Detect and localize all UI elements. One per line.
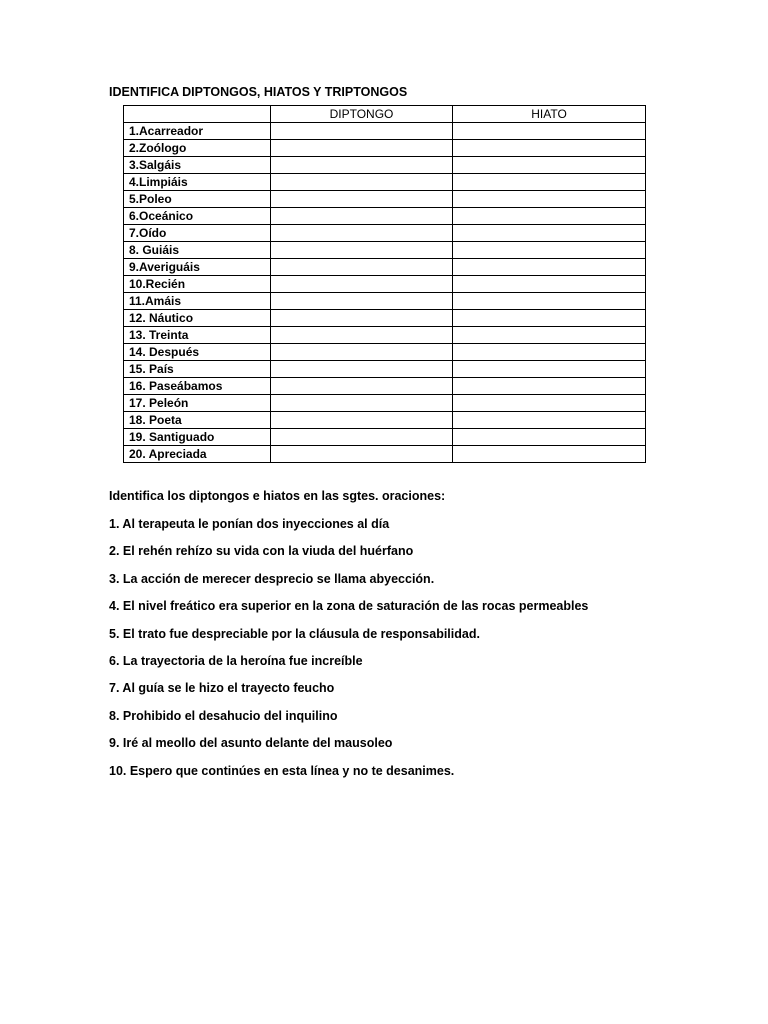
word-cell: 11.Amáis [124,293,271,310]
word-cell: 14. Después [124,344,271,361]
table-row [124,412,646,429]
table-row [124,378,646,395]
diptongo-cell[interactable] [271,174,453,191]
diptongo-cell[interactable] [271,310,453,327]
hiato-cell[interactable] [453,395,646,412]
diptongo-cell[interactable] [271,157,453,174]
diptongo-cell[interactable] [271,395,453,412]
hiato-cell[interactable] [453,276,646,293]
sentence-item: 6. La trayectoria de la heroína fue increíble [109,653,363,668]
word-cell: 4.Limpiáis [124,174,271,191]
hiato-cell[interactable] [453,174,646,191]
sentence-item: 4. El nivel freático era superior en la zona de saturación de las rocas permeables [109,599,589,614]
hiato-cell[interactable] [453,344,646,361]
sentence-item: 5. El trato fue despreciable por la cláusula de responsabilidad. [109,626,480,641]
diptongo-cell[interactable] [271,378,453,395]
word-cell: 17. Peleón [124,395,271,412]
table-row [124,429,646,446]
table-row [124,242,646,259]
hiato-cell[interactable] [453,259,646,276]
word-cell: 5.Poleo [124,191,271,208]
word-cell: 8. Guiáis [124,242,271,259]
hiato-cell[interactable] [453,310,646,327]
hiato-cell[interactable] [453,208,646,225]
table-row [124,395,646,412]
sentence-list [109,516,588,790]
hiato-cell[interactable] [453,429,646,446]
hiato-cell[interactable] [453,191,646,208]
hiato-cell[interactable] [453,361,646,378]
word-cell: 6.Oceánico [124,208,271,225]
hiato-cell[interactable] [453,293,646,310]
word-cell: 13. Treinta [124,327,271,344]
diptongo-cell[interactable] [271,140,453,157]
sentence-item: 2. El rehén rehízo su vida con la viuda del huérfano [109,544,414,559]
table-row [124,259,646,276]
hiato-cell[interactable] [453,327,646,344]
diptongo-cell[interactable] [271,242,453,259]
table-row [124,140,646,157]
table-row [124,225,646,242]
table-row [124,344,646,361]
header-word [124,106,271,123]
table-row [124,310,646,327]
sentence-item: 8. Prohibido el desahucio del inquilino [109,708,338,723]
diptongo-cell[interactable] [271,344,453,361]
table-row [124,446,646,463]
hiato-cell[interactable] [453,157,646,174]
diptongo-cell[interactable] [271,276,453,293]
table-row [124,361,646,378]
diptongo-cell[interactable] [271,412,453,429]
section-heading: Identifica los diptongos e hiatos en las sgtes. oraciones: [109,489,446,503]
diptongo-cell[interactable] [271,446,453,463]
diptongo-cell[interactable] [271,429,453,446]
word-cell: 7.Oído [124,225,271,242]
word-cell: 9.Averiguáis [124,259,271,276]
diptongo-cell[interactable] [271,293,453,310]
sentence-item: 7. Al guía se le hizo el trayecto feucho [109,681,335,696]
word-cell: 18. Poeta [124,412,271,429]
sentence-item: 9. Iré al meollo del asunto delante del mausoleo [109,736,393,751]
table-row [124,157,646,174]
diptongo-cell[interactable] [271,191,453,208]
table-row [124,327,646,344]
table-row [124,191,646,208]
table-row [124,208,646,225]
hiato-cell[interactable] [453,412,646,429]
sentence-item: 10. Espero que continúes en esta línea y no te desanimes. [109,763,455,778]
word-cell: 12. Náutico [124,310,271,327]
word-cell: 1.Acarreador [124,123,271,140]
hiato-cell[interactable] [453,140,646,157]
hiato-cell[interactable] [453,242,646,259]
table-row [124,123,646,140]
sentence-item: 3. La acción de merecer desprecio se llama abyección. [109,571,435,586]
diptongo-cell[interactable] [271,225,453,242]
word-cell: 19. Santiguado [124,429,271,446]
diptongo-cell[interactable] [271,259,453,276]
hiato-cell[interactable] [453,225,646,242]
table-header-row [124,106,646,123]
word-cell: 10.Recién [124,276,271,293]
header-hiato: HIATO [453,106,646,123]
diptongo-cell[interactable] [271,361,453,378]
sentence-item: 1. Al terapeuta le ponían dos inyecciones al día [109,517,390,531]
word-cell: 15. País [124,361,271,378]
table-row [124,276,646,293]
diptongo-cell[interactable] [271,327,453,344]
word-cell: 20. Apreciada [124,446,271,463]
diptongo-cell[interactable] [271,208,453,225]
table-row [124,174,646,191]
header-diptongo: DIPTONGO [271,106,453,123]
word-cell: 16. Paseábamos [124,378,271,395]
page-title: IDENTIFICA DIPTONGOS, HIATOS Y TRIPTONGOS [109,85,408,99]
diptongo-cell[interactable] [271,123,453,140]
hiato-cell[interactable] [453,378,646,395]
word-cell: 3.Salgáis [124,157,271,174]
word-classification-table [123,105,646,463]
hiato-cell[interactable] [453,123,646,140]
word-cell: 2.Zoólogo [124,140,271,157]
table-row [124,293,646,310]
hiato-cell[interactable] [453,446,646,463]
